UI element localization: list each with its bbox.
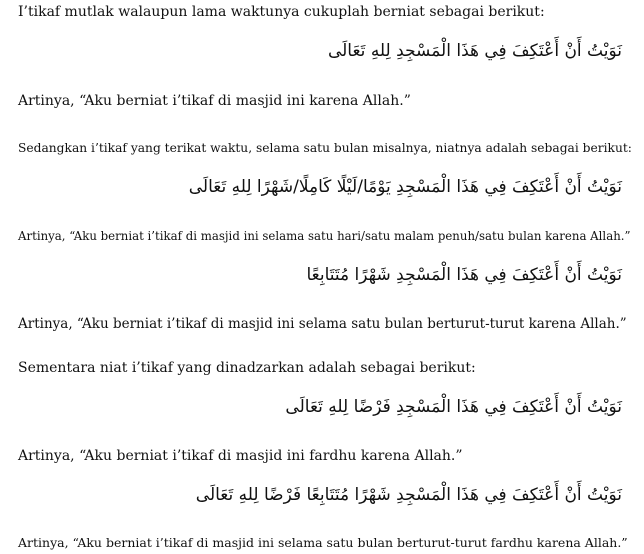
arabic-niat-nadzar-1: نَوَيْتُ أَنْ أَعْتَكِفَ فِي هَذَا الْمَسْجِدِ فَرْضًا لِلهِ تَعَالَى [285, 397, 622, 417]
meaning-niat-nadzar-2: Artinya, “Aku berniat i’tikaf di masjid ini selama satu bulan berturut-turut fardhu karena Allah.” [18, 535, 628, 550]
arabic-niat-terikat-1: نَوَيْتُ أَنْ أَعْتَكِفَ فِي هَذَا الْمَسْجِدِ يَوْمًا/لَيْلًا كَامِلًا/شَهْرًا لِلهِ تَعَالَى [188, 177, 622, 197]
meaning-niat-terikat-2: Artinya, “Aku berniat i’tikaf di masjid ini selama satu bulan berturut-turut karena Allah.” [18, 316, 627, 332]
meaning-niat-mutlak: Artinya, “Aku berniat i’tikaf di masjid ini karena Allah.” [18, 93, 411, 109]
intro-itikaf-mutlak: I’tikaf mutlak walaupun lama waktunya cukuplah berniat sebagai berikut: [18, 4, 545, 20]
arabic-niat-nadzar-2: نَوَيْتُ أَنْ أَعْتَكِفَ فِي هَذَا الْمَسْجِدِ شَهْرًا مُتَتَابِعًا فَرْضًا لِلهِ تَعَالَى [195, 485, 622, 505]
arabic-niat-mutlak: نَوَيْتُ أَنْ أَعْتَكِفَ فِي هَذَا الْمَسْجِدِ لِلهِ تَعَالَى [327, 41, 622, 61]
intro-itikaf-terikat: Sedangkan i’tikaf yang terikat waktu, selama satu bulan misalnya, niatnya adalah sebagai berikut: [18, 141, 632, 155]
meaning-niat-terikat-1: Artinya, “Aku berniat i’tikaf di masjid ini selama satu hari/satu malam penuh/satu bulan karena Allah.” [18, 229, 631, 243]
arabic-niat-terikat-2: نَوَيْتُ أَنْ أَعْتَكِفَ فِي هَذَا الْمَسْجِدِ شَهْرًا مُتَتَابِعًا [306, 265, 622, 285]
meaning-niat-nadzar-1: Artinya, “Aku berniat i’tikaf di masjid ini fardhu karena Allah.” [18, 448, 463, 464]
intro-itikaf-nadzar: Sementara niat i’tikaf yang dinadzarkan adalah sebagai berikut: [18, 360, 476, 376]
